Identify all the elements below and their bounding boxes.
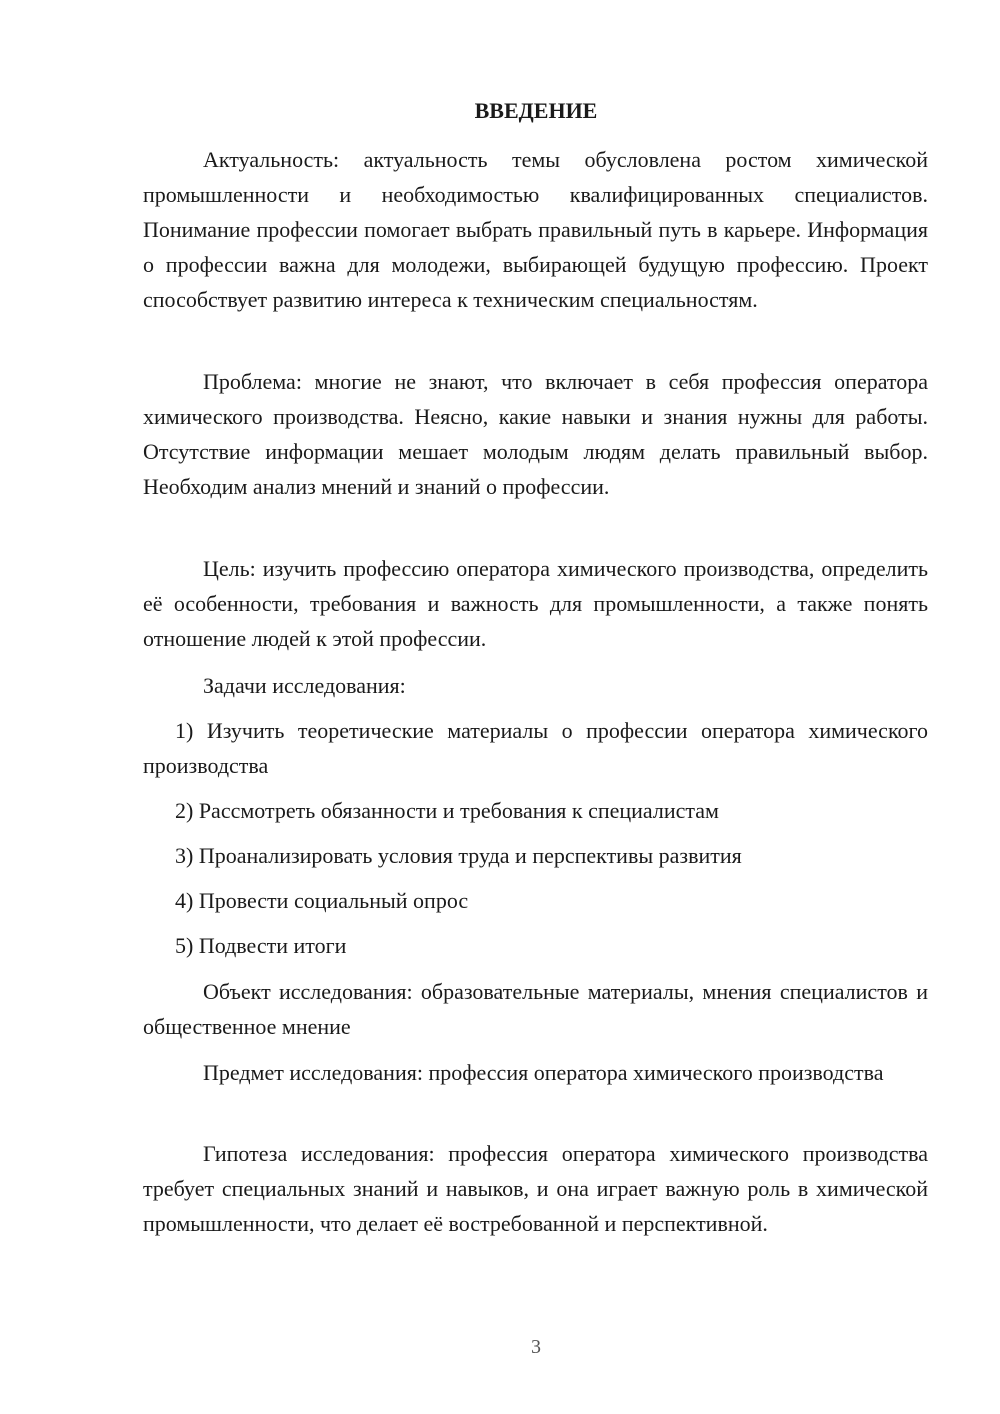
subject-paragraph: Предмет исследования: профессия оператора химического производства	[203, 1060, 884, 1085]
hypothesis-paragraph: Гипотеза исследования: профессия оператора химического производства требует специальных знаний и навыков, и она играет важную роль в химической промышленности, что делает её востребованной и перспективной.	[143, 1141, 928, 1236]
object-paragraph: Объект исследования: образовательные материалы, мнения специалистов и общественное мнение	[143, 979, 928, 1039]
tasks-heading: Задачи исследования:	[203, 673, 406, 698]
task-item-5: 5) Подвести итоги	[175, 933, 347, 958]
task-item-4: 4) Провести социальный опрос	[175, 888, 469, 913]
task-item-3: 3) Проанализировать условия труда и перспективы развития	[175, 843, 742, 868]
goal-paragraph: Цель: изучить профессию оператора химического производства, определить её особенности, требования и важность для промышленности, а также понять отношение людей к этой профессии.	[143, 556, 928, 651]
task-item-1: 1) Изучить теоретические материалы о профессии оператора химического производства	[143, 718, 928, 778]
page-title: ВВЕДЕНИЕ	[474, 98, 598, 123]
page-number: 3	[531, 1336, 541, 1358]
problem-paragraph: Проблема: многие не знают, что включает в себя профессия оператора химического производства. Неясно, какие навыки и знания нужны для работы. Отсутствие информации мешает молодым людям делать правильный выбор. Необходим анализ мнений и знаний о профессии.	[143, 369, 928, 499]
relevance-paragraph: Актуальность: актуальность темы обусловлена ростом химической промышленности и необходимостью квалифицированных специалистов. Понимание профессии помогает выбрать правильный путь в карьере. Информация о профессии важна для молодежи, выбирающей будущую профессию. Проект способствует развитию интереса к техническим специальностям.	[143, 147, 928, 312]
task-item-2: 2) Рассмотреть обязанности и требования к специалистам	[175, 798, 719, 823]
